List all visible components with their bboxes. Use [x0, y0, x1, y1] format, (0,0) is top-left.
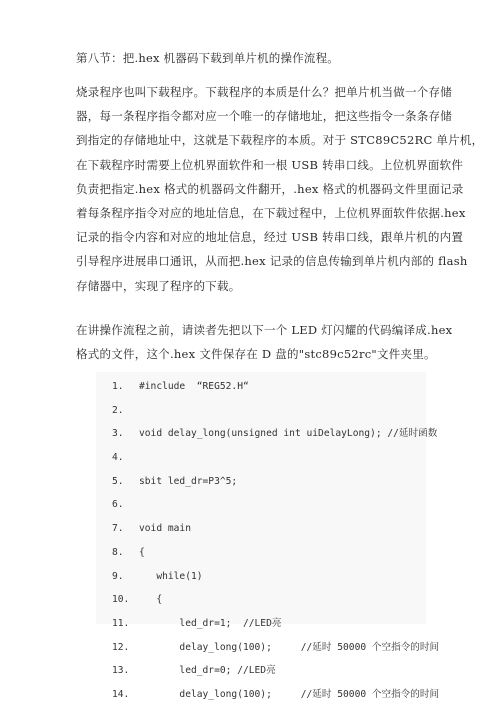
- section-heading: 第八节：把.hex 机器码下载到单片机的操作流程。: [76, 51, 340, 65]
- code-line: [96, 612, 426, 636]
- line-number: 5.: [112, 475, 124, 487]
- code-text: led_dr=0; //LED亮: [139, 665, 276, 677]
- line-number: 6.: [112, 499, 124, 511]
- code-line: [96, 541, 426, 565]
- code-line: [96, 493, 426, 517]
- line-number: 10.: [112, 594, 130, 606]
- code-text: void main: [139, 523, 191, 535]
- line-number: 4.: [112, 452, 124, 464]
- paragraph-line: 在下载程序时需要上位机界面软件和一根 USB 转串口线。上位机界面软件: [76, 157, 464, 172]
- paragraph-line: 格式的文件，这个.hex 文件保存在 D 盘的"stc89c52rc"文件夹里。: [76, 347, 436, 362]
- code-text: delay_long(100); //延时 50000 个空指令的时间: [139, 641, 440, 653]
- code-line: [96, 470, 426, 494]
- line-number: 3.: [112, 428, 124, 440]
- line-number: 9.: [112, 570, 124, 582]
- code-text: #include “REG52.H“: [139, 381, 249, 392]
- line-number: 8.: [112, 546, 124, 558]
- code-text: sbit led_dr=P3^5;: [139, 475, 238, 487]
- code-line: [96, 565, 426, 589]
- code-line: [96, 375, 426, 399]
- line-number: 13.: [112, 665, 130, 677]
- paragraph-line: 负责把指定.hex 格式的机器码文件翻开，.hex 格式的机器码文件里面记录: [76, 181, 464, 196]
- code-line: [96, 683, 440, 707]
- line-number: 1.: [112, 381, 124, 392]
- code-text: delay_long(100); //延时 50000 个空指令的时间: [139, 688, 440, 700]
- paragraph-line: 器，每一条程序指令都对应一个唯一的存储地址，把这些指令一条条存储: [76, 109, 452, 124]
- code-text: {: [139, 594, 163, 606]
- paragraph-line: 在讲操作流程之前，请读者先把以下一个 LED 灯闪耀的代码编译成.hex: [76, 323, 453, 337]
- code-line: [96, 588, 426, 612]
- code-line: [96, 446, 426, 470]
- code-line: [96, 659, 426, 683]
- paragraph-line: 着每条程序指令对应的地址信息，在下载过程中，上位机界面软件依据.hex: [76, 205, 466, 220]
- line-number: 7.: [112, 523, 124, 535]
- line-number: 11.: [112, 617, 130, 629]
- code-listing: [96, 372, 440, 700]
- code-line: [96, 517, 426, 541]
- code-text: {: [139, 546, 145, 558]
- code-text: void delay_long(unsigned int uiDelayLong); //延时函数: [139, 428, 438, 440]
- code-line: [96, 399, 426, 423]
- code-text: led_dr=1; //LED亮: [139, 617, 282, 629]
- line-number: 14.: [112, 688, 130, 700]
- line-number: 2.: [112, 404, 124, 416]
- paragraph-line: 到指定的存储地址中，这就是下载程序的本质。对于 STC89C52RC 单片机，: [76, 133, 484, 148]
- code-line: [96, 422, 438, 446]
- paragraph-compile-instruction: [76, 318, 453, 366]
- paragraph-line: 存储器中，实现了程序的下载。: [76, 278, 241, 293]
- code-text: while(1): [139, 570, 203, 582]
- paragraph-download-explanation: [76, 80, 484, 298]
- paragraph-line: 记录的指令内容和对应的地址信息，经过 USB 转串口线，跟单片机的内置: [76, 230, 464, 245]
- code-line: [96, 636, 440, 660]
- line-number: 12.: [112, 641, 130, 653]
- paragraph-line: 烧录程序也叫下载程序。下载程序的本质是什么？把单片机当做一个存储: [76, 85, 452, 99]
- paragraph-line: 引导程序进展串口通讯，从而把.hex 记录的信息传输到单片机内部的 flash: [76, 254, 468, 269]
